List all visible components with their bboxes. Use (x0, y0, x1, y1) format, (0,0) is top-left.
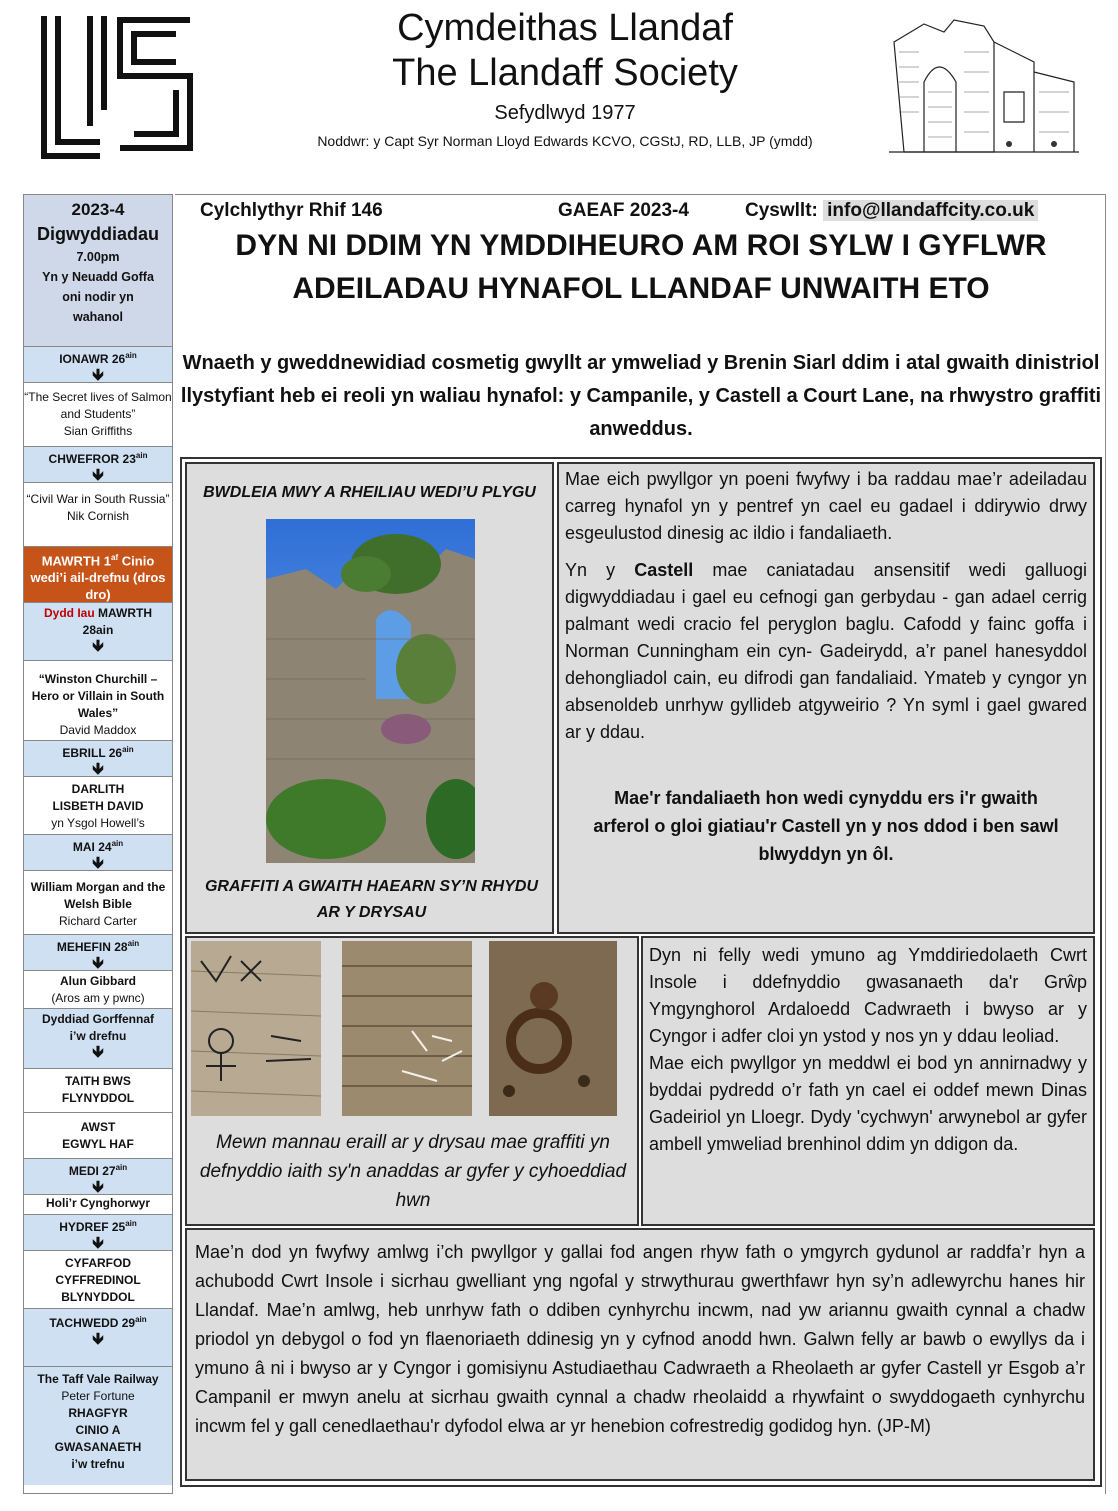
agm-line1: CYFARFOD (65, 1256, 131, 1270)
talk-speaker: Richard Carter (58, 914, 138, 928)
dinner-label: CINIO A (75, 1423, 121, 1437)
august-label: AWST (80, 1120, 116, 1134)
events-venue: Yn y Neuadd Goffa (42, 270, 154, 284)
to-arrange-label: i’w trefnu (71, 1457, 125, 1471)
month-label: MEHEFIN 28 (56, 940, 128, 954)
insole-para2: Mae eich pwyllgor yn meddwl ei bod yn annirnadwy y byddai pydredd o’r fath yn cael ei oddef mewn Dinas Gadeiriol yn Lloegr. Dydy 'cychwyn' arwynebol ar gyfer ambell ymweliad brenhinol ddim yn ddigon da. (649, 1053, 1087, 1154)
photo-caption-top: BWDLEIA MWY A RHEILIAU WEDI’U PLYGU (203, 484, 536, 501)
agm-line2: CYFFREDINOL (55, 1273, 141, 1287)
month-label: MAWRTH 1 (41, 553, 112, 569)
issue-bar (200, 198, 1100, 226)
talk-speaker: Nik Cornish (66, 509, 129, 523)
lecture-speaker: LISBETH DAVID (52, 799, 144, 813)
talk-speaker: Sian Griffiths (63, 424, 133, 438)
agm-line3: BLYNYDDOL (61, 1290, 135, 1304)
event-councillors (24, 1195, 172, 1215)
month-label: MAI 24 (72, 840, 112, 854)
contact-label: Cyswllt: (745, 200, 818, 221)
photo-caption-bottom: GRAFFITI A GWAITH HAEARN SY’N RHYDU AR Y DRYSAU (204, 878, 539, 921)
society-logo (30, 6, 210, 164)
events-year: 2023-4 (71, 200, 125, 219)
graffiti-photo-panel (185, 936, 639, 1226)
month-label: Dyddiad Gorffennaf (41, 1012, 154, 1026)
event-month-chwefror (24, 447, 172, 483)
arrow-down-icon: 🡻 (92, 1179, 104, 1195)
events-header (24, 195, 172, 347)
graffiti-photo-1 (191, 941, 321, 1116)
event-talk-churchill (24, 661, 172, 741)
event-darlith (24, 777, 172, 835)
ordinal-suffix: af (111, 553, 119, 562)
arrow-down-icon: 🡻 (92, 467, 104, 483)
castle-photo-panel (185, 462, 554, 934)
headline-line2: ADEILADAU HYNAFOL LLANDAF UNWAITH ETO (292, 272, 990, 305)
article-para2 (565, 557, 1087, 746)
rusty-iron-ring-photo (489, 941, 617, 1116)
month-label: EBRILL 26 (62, 746, 123, 760)
event-month-medi (24, 1159, 172, 1195)
service-label: GWASANAETH (54, 1440, 142, 1454)
month-label: CHWEFROR 23 (48, 452, 136, 466)
arrow-down-icon: 🡻 (92, 1235, 104, 1251)
ordinal-suffix: ain (111, 839, 124, 848)
event-month-mawrth (24, 603, 172, 661)
arrow-down-icon: 🡻 (92, 1044, 104, 1061)
event-talk-salmon (24, 383, 172, 447)
events-sidebar (23, 194, 173, 1494)
arrow-down-icon: 🡻 (92, 638, 104, 655)
month-note: i’w drefnu (69, 1029, 127, 1043)
para2-lead: Yn y (565, 560, 635, 580)
talk-note: (Aros am y pwnc) (51, 991, 145, 1005)
issue-season: GAEAF 2023-4 (558, 200, 689, 221)
talk-title: The Taff Vale Railway (37, 1372, 159, 1386)
bus-trip-line1: TAITH BWS (65, 1074, 131, 1088)
event-talk-bible (24, 871, 172, 935)
insole-para1: Dyn ni felly wedi ymuno ag Ymddiriedolaeth Cwrt Insole i ddefnyddio gwasanaeth da'r Grŵp Ymgynghorol Ardaloedd Cadwraeth i bwyso ar y Cyngor i adfer cloi yn ystod y nos yn y ddau leoliad. (649, 945, 1087, 1046)
event-month-gorffennaf (24, 1009, 172, 1069)
lecture-venue: yn Ysgol Howell’s (51, 816, 145, 830)
events-note1: oni nodir yn (62, 290, 134, 304)
ordinal-suffix: ain (125, 351, 137, 360)
arrow-down-icon: 🡻 (92, 855, 104, 871)
lecture-label: DARLITH (71, 782, 125, 796)
founded-line: Sefydlwyd 1977 (494, 102, 636, 124)
talk-title: “The Secret lives of Salmon and Students” (24, 390, 172, 421)
talk-title: “Winston Churchill – Hero or Villain in South Wales” (31, 672, 165, 720)
headline-line1: DYN NI DDIM YN YMDDIHEURO AM ROI SYLW I GYFLWR (235, 229, 1047, 262)
arrow-down-icon: 🡻 (92, 761, 104, 777)
event-talk-gibbard (24, 971, 172, 1009)
event-month-mai (24, 835, 172, 871)
castle-article-panel (557, 462, 1095, 934)
ordinal-suffix: ain (135, 451, 148, 460)
arrow-down-icon: 🡻 (92, 367, 104, 383)
event-agm (24, 1251, 172, 1309)
talk-title: William Morgan and the Welsh Bible (30, 880, 166, 911)
castle-ruin-photo (266, 519, 475, 863)
talk-title: Alun Gibbard (60, 974, 136, 988)
subheadline: Wnaeth y gweddnewidiad cosmetig gwyllt ar ymweliad y Brenin Siarl ddim i atal gwaith dinistriol llystyfiant heb ei reoli yn waliau hynafol: y Campanile, y Castell a Court Lane, na rhwystro graffiti anweddus. (180, 352, 1102, 440)
event-summer-break (24, 1113, 172, 1159)
contact-line (745, 200, 1038, 222)
events-time: 7.00pm (76, 250, 120, 264)
councillors-label: Holi’r Cynghorwyr (45, 1196, 150, 1210)
campaign-para: Mae’n dod yn fwyfwy amlwg i’ch pwyllgor y gallai fod angen rhyw fath o ymgyrch gydunol ar raddfa’r hyn a achubodd Cwrt Insole i sicrhau gwelliant yng ngofal y strwythurau gwerthfawr hyn sy’n adlewyrchu hanes hir Llandaf. Mae’n amlwg, heb unrhyw fath o ddiben cynhyrchu incwm, nad yw ariannu gwaith cynnal a chadw priodol yn debygol o fod yn flaenoriaeth ddinesig yn y cyfnod anodd hwn. Galwn felly ar bawb o ewyllys da i ymuno â ni i bwyso ar y Cyngor i gomisiynu Astudiaethau Cadwraeth a Rheolaeth ar gyfer Castell yr Esgob a’r Campanil er mwyn anelu at sicrhau gwaith cynnal a chadw rheolaidd a rhywfaint o swyddogaeth cynhyrchu incwm fel y gall cenedlaethau'r dyfodol elwa ar yr henebion cofrestredig godidog hyn. (JP-M) (195, 1242, 1085, 1436)
talk-title: “Civil War in South Russia” (26, 492, 170, 506)
castle-bold: Castell (634, 560, 694, 580)
graffiti-caption: Mewn mannau eraill ar y drysau mae graffiti yn defnyddio iaith sy'n anaddas ar gyfer y cyhoeddiad hwn (199, 1132, 627, 1211)
society-welsh-name: Cymdeithas Llandaf (397, 7, 733, 49)
para2-body: mae caniatadau ansensitif wedi galluogi digwyddiadau i gael eu cefnogi gan gerbydau - gan adael cerrig palmant wedi cracio fel peryglon baglu. Cafodd y fainc goffa i Norman Cunningham ein cyn- Gadeirydd, a’r panel hanesyddol dehongliadol cain, eu difrodi gan fandaliaid. Ymateb y cyngor yn absenoldeb unrhyw gyllideb atgyweirio ? Yn syml i gael gwared ar y ddau. (565, 560, 1087, 742)
summer-break-label: EGWYL HAF (62, 1137, 134, 1151)
event-bus-trip (24, 1069, 172, 1113)
date-label: 28ain (82, 623, 114, 637)
insole-article-panel (641, 936, 1095, 1226)
event-talk-russia (24, 483, 172, 547)
day-label: Dydd Iau (43, 606, 95, 620)
ordinal-suffix: ain (115, 1163, 128, 1172)
dinner-note: Cinio wedi’i ail-drefnu (dros dro) (30, 553, 166, 603)
events-title: Digwyddiadau (36, 224, 159, 244)
article-para3: Mae'r fandaliaeth hon wedi cynyddu ers i'r gwaith arferol o gloi giatiau'r Castell yn y nos ddod i ben sawl blwyddyn yn ôl. (593, 788, 1059, 864)
main-headline (180, 224, 1102, 310)
event-mawrth-dinner (24, 547, 172, 603)
issue-number: Cylchlythyr Rhif 146 (200, 200, 383, 221)
event-month-tachwedd (24, 1309, 172, 1367)
month-label: TACHWEDD 29 (49, 1316, 136, 1330)
event-month-ionawr (24, 347, 172, 383)
masthead (260, 6, 870, 152)
month-label: HYDREF 25 (59, 1220, 126, 1234)
event-month-mehefin (24, 935, 172, 971)
month-label: MAWRTH (98, 606, 152, 620)
event-month-hydref (24, 1215, 172, 1251)
month-label: IONAWR 26 (59, 352, 126, 366)
society-english-name: The Llandaff Society (392, 52, 738, 94)
bus-trip-line2: FLYNYDDOL (61, 1091, 135, 1105)
article-para1: Mae eich pwyllgor yn poeni fwyfwy i ba raddau mae’r adeiladau carreg hynafol yn y pentref yn cael eu gadael i ddirywio drwy esgeulustod dinesig ac ildio i fandaliaeth. (565, 469, 1087, 543)
contact-email-link[interactable]: info@llandaffcity.co.uk (823, 200, 1038, 221)
december-label: RHAGFYR (68, 1406, 128, 1420)
talk-speaker: Peter Fortune (61, 1389, 135, 1403)
ordinal-suffix: ain (127, 939, 140, 948)
month-label: MEDI 27 (68, 1164, 116, 1178)
events-note2: wahanol (72, 310, 123, 324)
event-taff-vale-december (24, 1367, 172, 1485)
campaign-article-panel (185, 1228, 1095, 1481)
event-month-ebrill (24, 741, 172, 777)
ordinal-suffix: ain (122, 745, 134, 754)
castle-etching-image (884, 12, 1084, 170)
patron-line: Noddwr: y Capt Syr Norman Lloyd Edwards KCVO, CGStJ, RD, LLB, JP (ymdd) (317, 133, 813, 149)
graffiti-photo-2 (342, 941, 472, 1116)
ordinal-suffix: ain (135, 1315, 147, 1324)
arrow-down-icon: 🡻 (92, 955, 104, 971)
arrow-down-icon: 🡻 (92, 1331, 104, 1348)
talk-speaker: David Maddox (59, 723, 137, 737)
ordinal-suffix: ain (125, 1219, 137, 1228)
